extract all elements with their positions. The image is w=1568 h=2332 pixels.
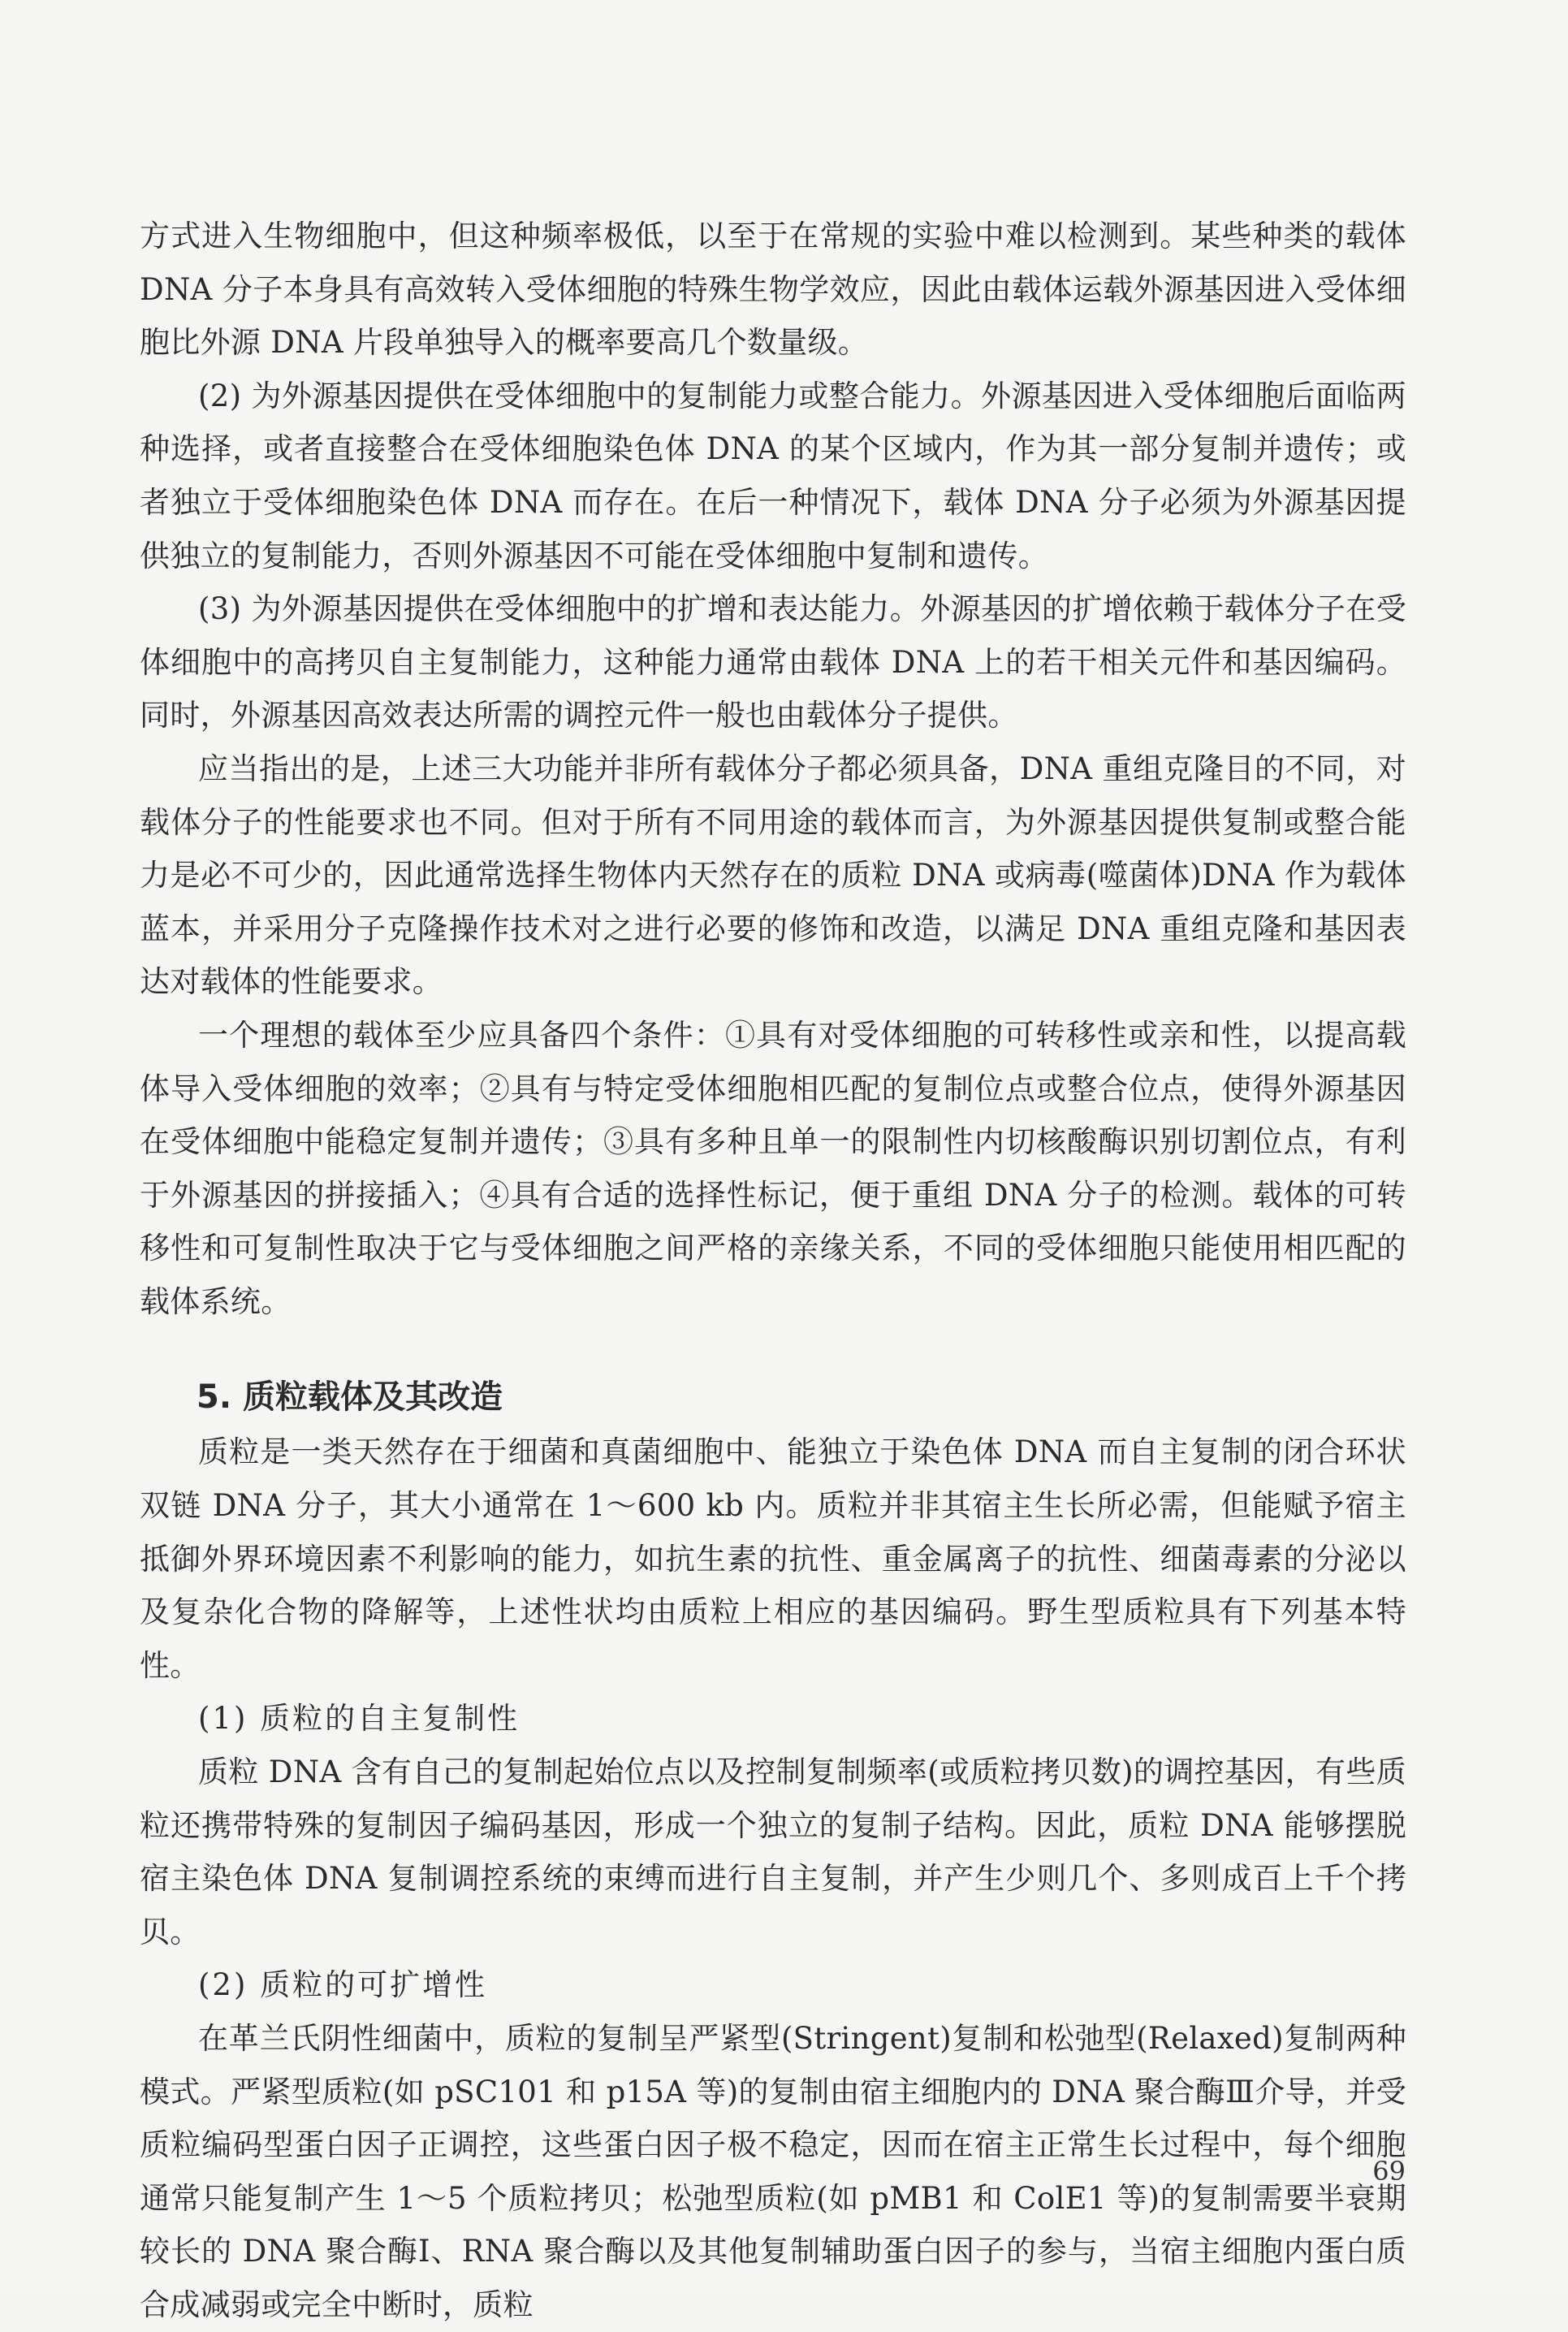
subheading-amplifiability: (2) 质粒的可扩增性 [198,1967,488,2003]
page-number: 69 [1372,2156,1406,2187]
paragraph-amplifiability: 在革兰氏阴性细菌中，质粒的复制呈严紧型(Stringent)复制和松弛型(Relaxed)复制两种模式。严紧型质粒(如 pSC101 和 p15A 等)的复制由宿主细胞内的 DNA 聚合酶Ⅲ介导，并受质粒编码型蛋白因子正调控，这些蛋白因子极不稳定，因而在宿主正常生长过程中，每个细胞通常只能复制产生 1～5 个质粒拷贝；松弛型质粒(如 pMB1 和 ColE1 等)的复制需要半衰期较长的 DNA 聚合酶Ⅰ、RNA 聚合酶以及其他复制辅助蛋白因子的参与，当宿主细胞内蛋白质合成减弱或完全中断时，质粒 [140,2021,1406,2322]
section-title: 5. 质粒载体及其改造 [197,1378,503,1417]
paragraph-2: (2) 为外源基因提供在受体细胞中的复制能力或整合能力。外源基因进入受体细胞后面临两种选择，或者直接整合在受体细胞染色体 DNA 的某个区域内，作为其一部分复制并遗传；或者独立于受体细胞染色体 DNA 而存在。在后一种情况下，载体 DNA 分子必须为外源基因提供独立的复制能力，否则外源基因不可能在受体细胞中复制和遗传。 [140,378,1406,573]
section-intro-paragraph: 质粒是一类天然存在于细菌和真菌细胞中、能独立于染色体 DNA 而自主复制的闭合环状双链 DNA 分子，其大小通常在 1～600 kb 内。质粒并非其宿主生长所必需，但能赋予宿主抵御外界环境因素不利影响的能力，如抗生素的抗性、重金属离子的抗性、细菌毒素的分泌以及复杂化合物的降解等，上述性状均由质粒上相应的基因编码。野生型质粒具有下列基本特性。 [140,1434,1406,1683]
paragraph-3: (3) 为外源基因提供在受体细胞中的扩增和表达能力。外源基因的扩增依赖于载体分子在受体细胞中的高拷贝自主复制能力，这种能力通常由载体 DNA 上的若干相关元件和基因编码。同时，外源基因高效表达所需的调控元件一般也由载体分子提供。 [140,591,1406,733]
paragraph-1: 方式进入生物细胞中，但这种频率极低，以至于在常规的实验中难以检测到。某些种类的载体 DNA 分子本身具有高效转入受体细胞的特殊生物学效应，因此由载体运载外源基因进入受体细胞比外源 DNA 片段单独导入的概率要高几个数量级。 [140,218,1406,361]
paragraph-autonomous-replication: 质粒 DNA 含有自己的复制起始位点以及控制复制频率(或质粒拷贝数)的调控基因，有些质粒还携带特殊的复制因子编码基因，形成一个独立的复制子结构。因此，质粒 DNA 能够摆脱宿主染色体 DNA 复制调控系统的束缚而进行自主复制，并产生少则几个、多则成百上千个拷贝。 [140,1754,1406,1949]
section-spacer [140,1328,1406,1369]
page-content [140,210,1406,2332]
subheading-autonomous-replication: (1) 质粒的自主复制性 [198,1701,521,1737]
paragraph-4: 应当指出的是，上述三大功能并非所有载体分子都必须具备，DNA 重组克隆目的不同，对载体分子的性能要求也不同。但对于所有不同用途的载体而言，为外源基因提供复制或整合能力是必不可少的，因此通常选择生物体内天然存在的质粒 DNA 或病毒(噬菌体)DNA 作为载体蓝本，并采用分子克隆操作技术对之进行必要的修饰和改造，以满足 DNA 重组克隆和基因表达对载体的性能要求。 [140,751,1406,1000]
paragraph-5: 一个理想的载体至少应具备四个条件：①具有对受体细胞的可转移性或亲和性，以提高载体导入受体细胞的效率；②具有与特定受体细胞相匹配的复制位点或整合位点，使得外源基因在受体细胞中能稳定复制并遗传；③具有多种且单一的限制性内切核酸酶识别切割位点，有利于外源基因的拼接插入；④具有合适的选择性标记，便于重组 DNA 分子的检测。载体的可转移性和可复制性取决于它与受体细胞之间严格的亲缘关系，不同的受体细胞只能使用相匹配的载体系统。 [140,1017,1406,1319]
